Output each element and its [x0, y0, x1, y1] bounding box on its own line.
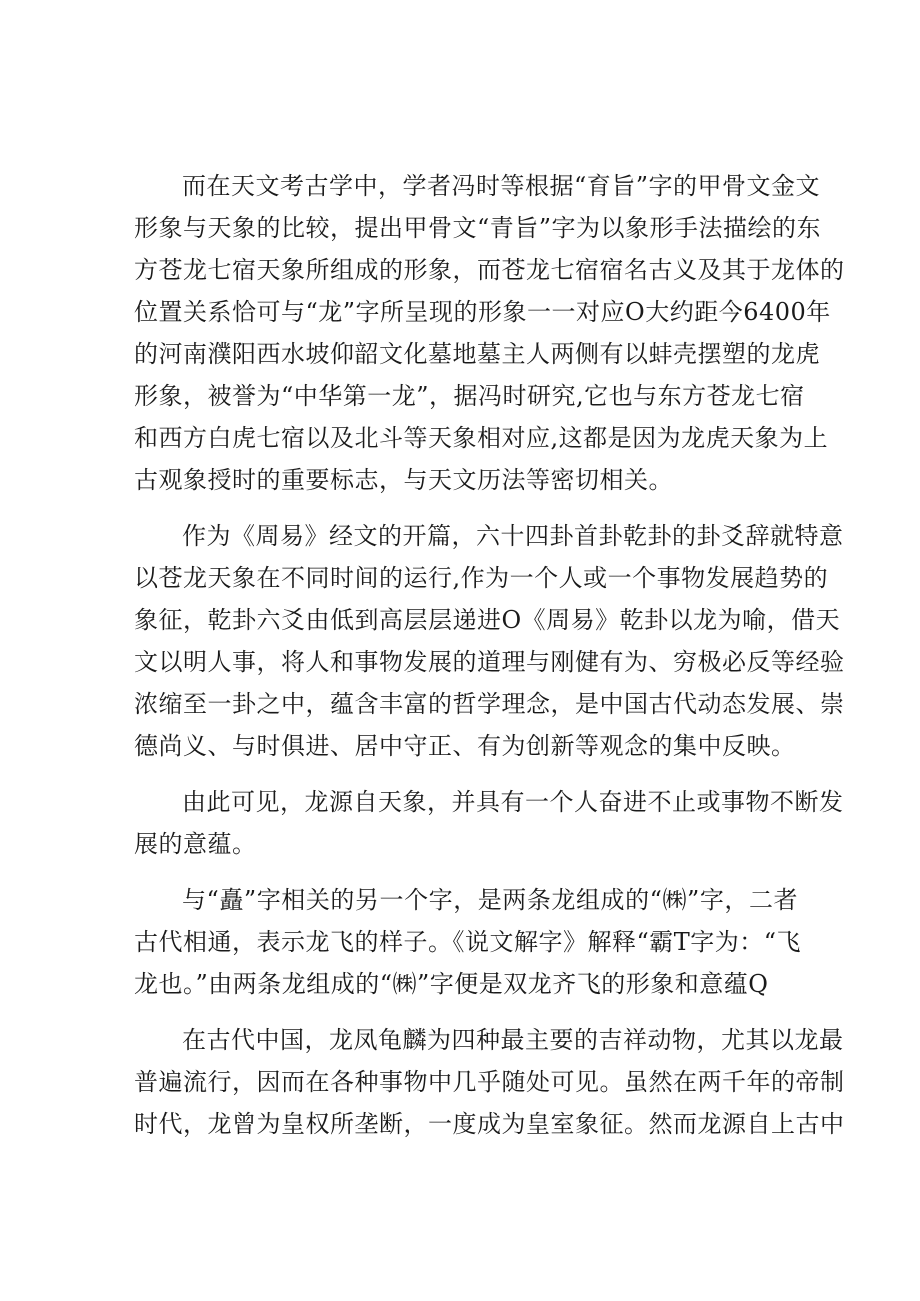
text-line: 和西方白虎七宿以及北斗等天象相对应,这都是因为龙虎天象为上 [134, 424, 829, 452]
text-line: 方苍龙七宿天象所组成的形象，而苍龙七宿宿名古义及其于龙体的 [134, 256, 845, 284]
text-line: 龙也。”由两条龙组成的“㈱”字便是双龙齐飞的形象和意蕴Q [134, 970, 769, 998]
text-line: 以苍龙天象在不同时间的运行,作为一个人或一个事物发展趋势的 [134, 564, 829, 592]
text-line: 古代相通，表示龙飞的样子。《说文解字》解释“霸T字为：“飞 [134, 928, 802, 956]
text-line: 普遍流行，因而在各种事物中几乎随处可见。虽然在两千年的帝制 [134, 1068, 845, 1096]
text-line: 德尚义、与时俱进、居中守正、有为创新等观念的集中反映。 [134, 732, 796, 760]
document-body [134, 165, 845, 1159]
text-line: 而在天文考古学中，学者冯时等根据“育旨”字的甲骨文金文 [182, 172, 821, 200]
text-line: 文以明人事，将人和事物发展的道理与刚健有为、穷极必反等经验 [134, 648, 845, 676]
text-line: 由此可见，龙源自天象，并具有一个人奋进不止或事物不断发 [182, 788, 844, 816]
paragraph-5 [134, 1019, 845, 1145]
text-line: 古观象授时的重要标志，与天文历法等密切相关。 [134, 466, 673, 494]
text-line: 与“矗”字相关的另一个字，是两条龙组成的“㈱”字，二者 [182, 886, 798, 914]
paragraph-2 [134, 515, 845, 767]
text-line: 浓缩至一卦之中，蕴含丰富的哲学理念，是中国古代动态发展、崇 [134, 690, 845, 718]
text-line: 展的意蕴。 [134, 830, 257, 858]
paragraph-3 [134, 781, 844, 865]
text-line: 的河南濮阳西水坡仰韶文化墓地墓主人两侧有以蚌壳摆塑的龙虎 [134, 340, 820, 368]
text-line: 象征，乾卦六爻由低到高层层递进O《周易》乾卦以龙为喻，借天 [134, 606, 841, 634]
text-line: 在古代中国，龙凤龟麟为四种最主要的吉祥动物，尤其以龙最 [182, 1026, 844, 1054]
paragraph-1 [134, 165, 845, 501]
text-line: 位置关系恰可与“龙”字所呈现的形象一一对应O大约距今6400年 [134, 298, 831, 326]
text-line: 形象，被誉为“中华第一龙”，据冯时研究,它也与东方苍龙七宿 [134, 382, 805, 410]
text-line: 时代，龙曾为皇权所垄断，一度成为皇室象征。然而龙源自上古中 [134, 1110, 845, 1138]
paragraph-4 [134, 879, 802, 1005]
text-line: 形象与天象的比较，提出甲骨文“青旨”字为以象形手法描绘的东 [134, 214, 822, 242]
text-line: 作为《周易》经文的开篇，六十四卦首卦乾卦的卦爻辞就特意 [182, 522, 844, 550]
